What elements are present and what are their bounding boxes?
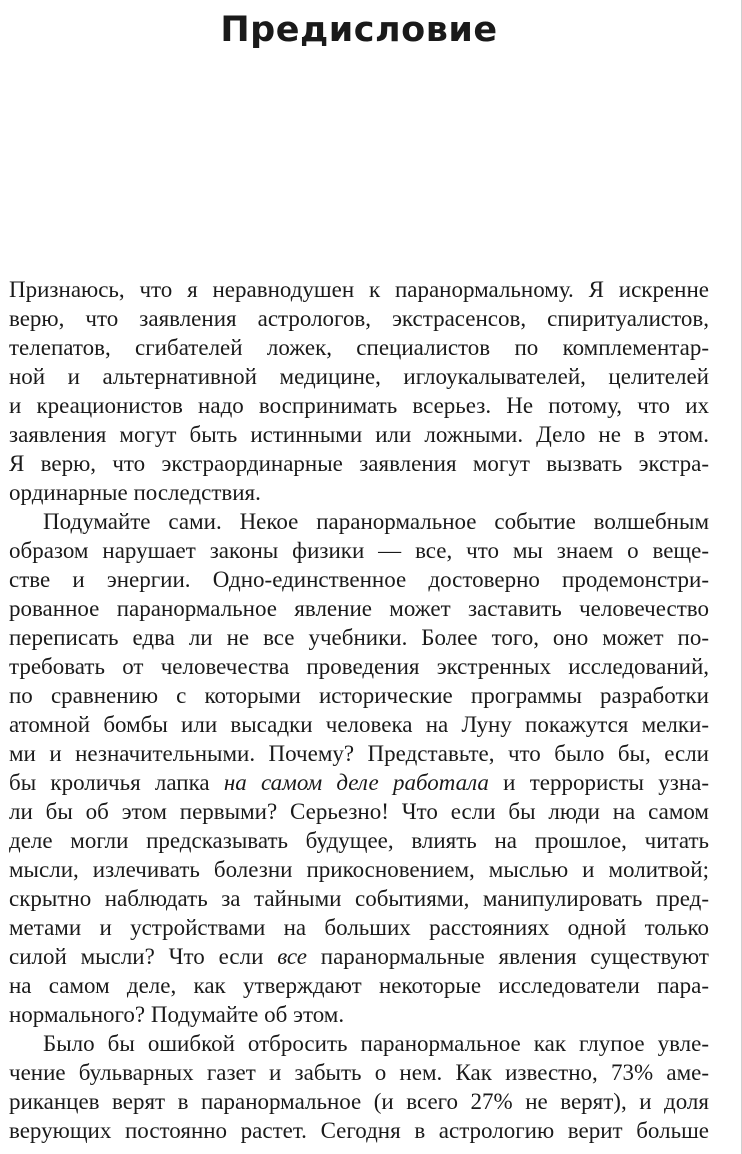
text-line: скрытно наблюдать за тайными событиями, манипулировать пред- (9, 886, 709, 911)
text-line: рованное паранормальное явление может заставить человечество (9, 596, 709, 621)
text-line: верующих постоянно растет. Сегодня в астрологию верит больше (9, 1118, 709, 1143)
paragraph-2 (9, 507, 709, 1029)
text-line: верю, что заявления астрологов, экстрасенсов, спиритуалистов, (9, 306, 709, 331)
text-line: ординарные последствия. (9, 480, 261, 505)
text-line: деле могли предсказывать будущее, влиять на прошлое, читать (9, 828, 709, 853)
emphasis-text: все (277, 944, 307, 969)
text-fragment: и террористы узна- (488, 770, 709, 795)
text-line: образом нарушает законы физики — все, что мы знаем о веще- (9, 538, 709, 563)
paragraph-3 (9, 1029, 709, 1145)
text-line: атомной бомбы или высадки человека на Луну покажутся мелки- (9, 712, 709, 737)
text-line: мысли, излечивать болезни прикосновением, мыслью и молитвой; (9, 857, 709, 882)
text-line: ми и незначительными. Почему? Представьте, что было бы, если (9, 741, 709, 766)
text-line: нормального? Подумайте об этом. (9, 1002, 345, 1027)
body-text (9, 275, 709, 1145)
text-line: по сравнению с которыми исторические программы разработки (9, 683, 709, 708)
text-line: Подумайте сами. Некое паранормальное событие волшебным (43, 509, 709, 534)
text-line-with-emphasis (9, 942, 709, 971)
text-line: телепатов, сгибателей ложек, специалистов по комплементар- (9, 335, 709, 360)
text-line: метами и устройствами на больших расстояниях одной только (9, 915, 709, 940)
text-line: и креационистов надо воспринимать всерьез. Не потому, что их (9, 393, 709, 418)
text-line: чение бульварных газет и забыть о нем. Как известно, 73% аме- (9, 1060, 709, 1085)
text-line: Признаюсь, что я неравнодушен к паранормальному. Я искренне (9, 277, 709, 302)
text-fragment: бы кроличья лапка (9, 770, 224, 795)
text-line: заявления могут быть истинными или ложными. Дело не в этом. (9, 422, 709, 447)
paragraph-1 (9, 275, 709, 507)
text-line: требовать от человечества проведения экстренных исследований, (9, 654, 709, 679)
text-line: на самом деле, как утверждают некоторые исследователи пара- (9, 973, 709, 998)
text-line: ной и альтернативной медицине, иглоукалывателей, целителей (9, 364, 709, 389)
text-line: переписать едва ли не все учебники. Более того, оно может по- (9, 625, 709, 650)
text-fragment: паранормальные явления существуют (306, 944, 709, 969)
text-line: Было бы ошибкой отбросить паранормальное как глупое увле- (43, 1031, 709, 1056)
chapter-title: Предисловие (220, 10, 498, 50)
text-line: ли бы об этом первыми? Серьезно! Что если бы люди на самом (9, 799, 709, 824)
text-line: стве и энергии. Одно-единственное достоверно продемонстри- (9, 567, 709, 592)
emphasis-text: на самом деле работала (223, 770, 489, 795)
text-line-with-emphasis (9, 768, 709, 797)
text-line: риканцев верят в паранормальное (и всего 27% не верят), и доля (9, 1089, 709, 1114)
text-fragment: силой мысли? Что если (9, 944, 278, 969)
text-line: Я верю, что экстраординарные заявления могут вызвать экстра- (9, 451, 709, 476)
